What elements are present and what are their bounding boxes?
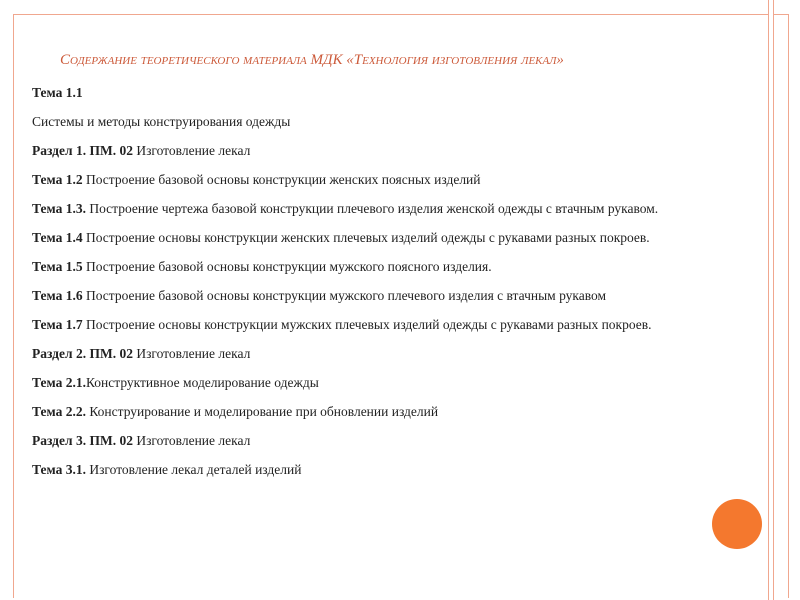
list-item [32,142,762,160]
item-label: Тема 2.2. [32,404,86,419]
list-item [32,113,762,131]
item-text: Построение основы конструкции мужских плечевых изделий одежды с рукавами разных покроев. [82,317,652,332]
item-label: Тема 1.1 [32,85,83,100]
item-label: Тема 1.3. [32,201,86,216]
list-item [32,432,762,450]
item-text: Построение чертежа базовой конструкции плечевого изделия женской одежды с втачным рукавом. [85,201,659,216]
item-label: Раздел 3. ПМ. 02 [32,433,133,448]
item-text: Построение базовой основы конструкции женских поясных изделий [82,172,481,187]
item-label: Тема 3.1. [32,462,86,477]
item-text: Изготовление лекал [132,143,251,158]
list-item [32,461,762,479]
item-text: Изготовление лекал [132,346,251,361]
list-item [32,84,762,102]
item-text: Изготовление лекал [132,433,251,448]
item-label: Тема 1.6 [32,288,83,303]
slide-title: Содержание теоретического материала МДК «Технология изготовления лекал» [60,52,564,68]
item-text: Построение основы конструкции женских плечевых изделий одежды с рукавами разных покроев. [82,230,650,245]
item-label: Тема 1.4 [32,230,83,245]
list-item [32,200,762,218]
list-item [32,403,762,421]
list-item [32,316,762,334]
list-item [32,374,762,392]
decorative-circle [712,499,762,549]
list-item [32,258,762,276]
list-item [32,287,762,305]
right-rail-line-2 [773,0,774,600]
item-text: Построение базовой основы конструкции мужского плечевого изделия с втачным рукавом [82,288,607,303]
list-item [32,345,762,363]
item-text: Конструктивное моделирование одежды [85,375,319,390]
item-label: Раздел 1. ПМ. 02 [32,143,133,158]
item-text: Системы и методы конструирования одежды [32,114,291,129]
list-item [32,229,762,247]
item-label: Раздел 2. ПМ. 02 [32,346,133,361]
item-label: Тема 2.1. [32,375,86,390]
item-text: Конструирование и моделирование при обновлении изделий [85,404,439,419]
item-text: Изготовление лекал деталей изделий [85,462,302,477]
list-item [32,171,762,189]
item-label: Тема 1.2 [32,172,83,187]
topic-list [32,84,762,490]
item-label: Тема 1.5 [32,259,83,274]
item-text: Построение базовой основы конструкции мужского поясного изделия. [82,259,492,274]
item-label: Тема 1.7 [32,317,83,332]
